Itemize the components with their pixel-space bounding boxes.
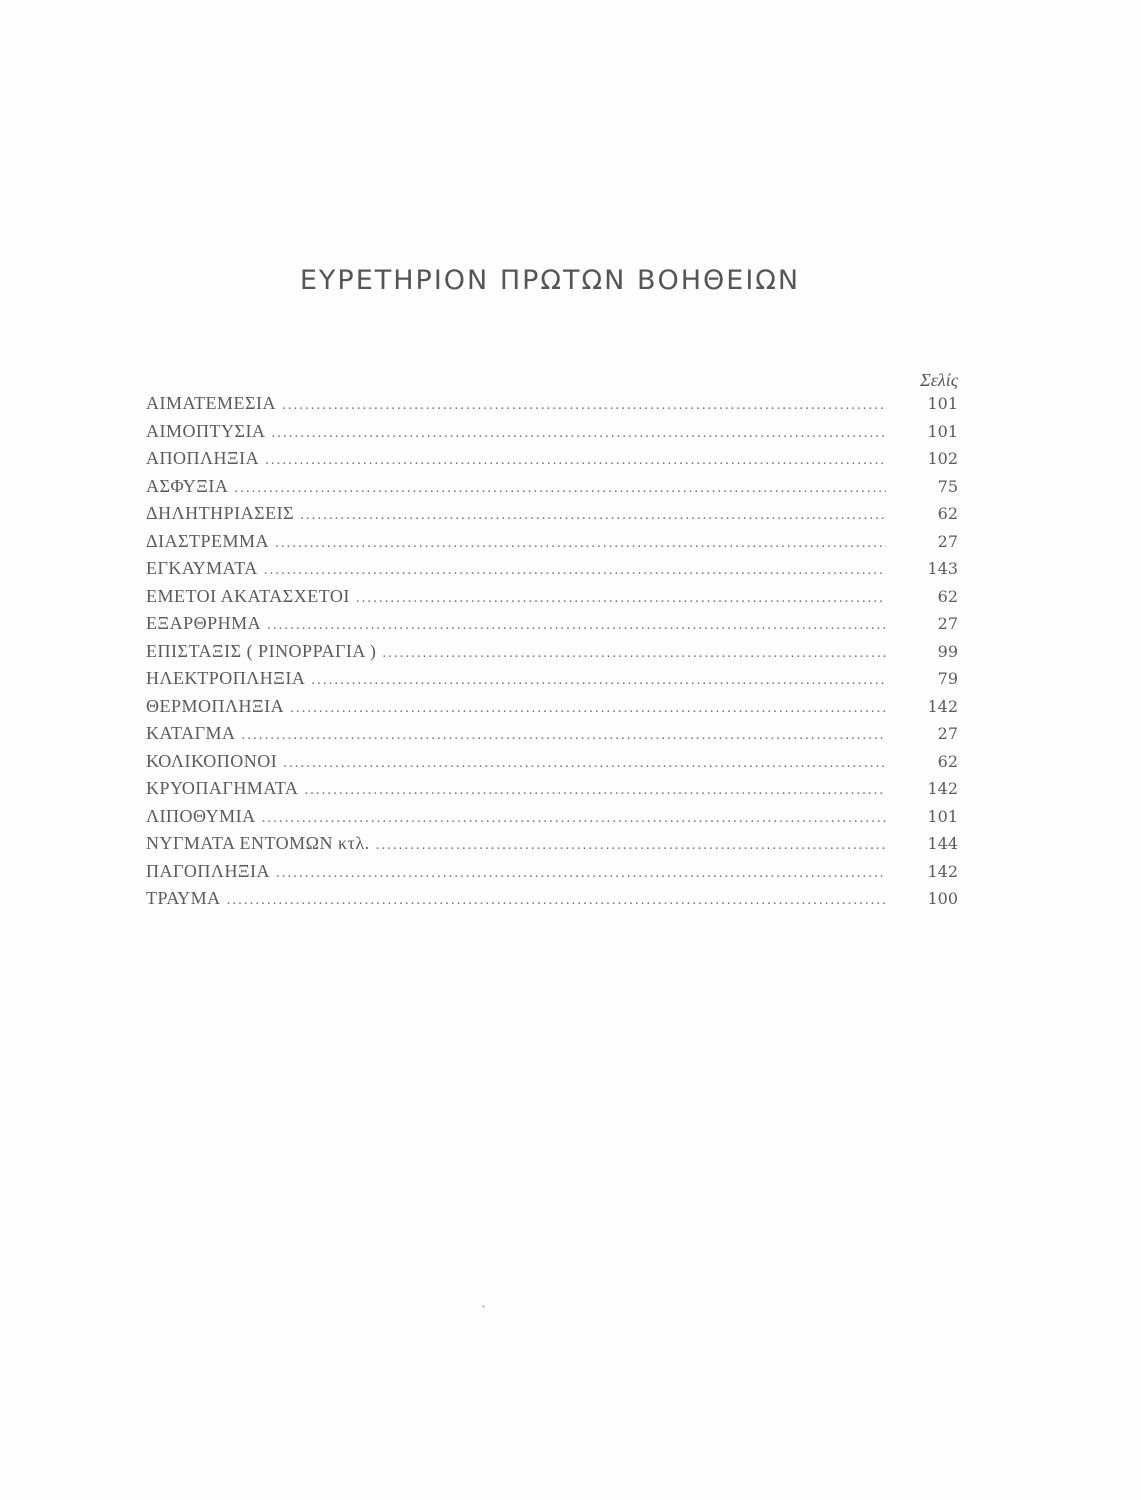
- index-entry: [146, 418, 958, 446]
- index-entry: [146, 583, 958, 611]
- index-entry-page: 62: [937, 751, 958, 771]
- index-entry-page: 102: [927, 449, 958, 468]
- index-entry-page: 142: [927, 779, 958, 798]
- index-entry-term: ΕΓΚΑΥΜΑΤΑ: [146, 558, 258, 578]
- paper-speck: [482, 1305, 485, 1308]
- dot-leader: [234, 475, 886, 503]
- index-entry-page: 79: [937, 669, 958, 688]
- index-entry-term: ΑΙΜΑΤΕΜΕΣΙΑ: [146, 393, 276, 413]
- dot-leader: [382, 640, 886, 668]
- index-entry: [146, 803, 958, 831]
- index-entry-term: ΗΛΕΚΤΡΟΠΛΗΞΙΑ: [146, 668, 306, 688]
- index-entry-term: ΔΗΛΗΤΗΡΙΑΣΕΙΣ: [146, 503, 295, 523]
- index-entry: [146, 885, 958, 913]
- index-entry-term: ΚΑΤΑΓΜΑ: [146, 723, 236, 743]
- index-entry: [146, 830, 958, 858]
- index-entry-term: ΑΣΦΥΞΙΑ: [146, 475, 229, 496]
- index-entry: [146, 555, 958, 583]
- index-entry: [146, 638, 958, 666]
- index-entry-term: ΕΞΑΡΘΡΗΜΑ: [146, 613, 262, 633]
- dot-leader: [262, 805, 886, 833]
- index-entry-term: ΕΜΕΤΟΙ ΑΚΑΤΑΣΧΕΤΟΙ: [146, 585, 350, 606]
- dot-leader: [275, 530, 886, 558]
- index-entry-page: 99: [937, 641, 958, 661]
- index-entry-term: ΑΠΟΠΛΗΞΙΑ: [146, 448, 260, 468]
- dot-leader: [271, 420, 886, 448]
- index-entry: [146, 390, 958, 418]
- index-entry-page: 101: [927, 394, 958, 413]
- dot-leader: [265, 447, 886, 475]
- index-entry-page: 62: [937, 586, 958, 606]
- index-entry-page: 142: [927, 696, 958, 716]
- index-entry: [146, 775, 958, 803]
- index-entry-page: 27: [937, 531, 958, 551]
- index-entry-term: ΚΡΥΟΠΑΓΗΜΑΤΑ: [146, 778, 299, 798]
- dot-leader: [283, 750, 886, 778]
- index-entry-term: ΑΙΜΟΠΤΥΣΙΑ: [146, 420, 266, 441]
- dot-leader: [267, 612, 886, 640]
- index-entry: [146, 693, 958, 721]
- index-entry-page: 27: [937, 724, 958, 743]
- page-title: ΕΥΡΕΤΗΡΙΟΝ ΠΡΩΤΩΝ ΒΟΗΘΕΙΩΝ: [299, 265, 801, 296]
- dot-leader: [290, 695, 886, 723]
- index-entry-term: ΕΠΙΣΤΑΞΙΣ ( ΡΙΝΟΡΡΑΓΙΑ ): [146, 640, 377, 661]
- index-entry-term: ΚΟΛΙΚΟΠΟΝΟΙ: [146, 750, 278, 771]
- index-entry-page: 27: [937, 614, 958, 633]
- index-entry-page: 101: [927, 421, 958, 441]
- index-list: [146, 370, 958, 913]
- index-entry-page: 142: [927, 861, 958, 881]
- index-entry-term: ΘΕΡΜΟΠΛΗΞΙΑ: [146, 695, 285, 716]
- dot-leader: [300, 502, 886, 530]
- index-entry: [146, 720, 958, 748]
- index-entry-term: ΛΙΠΟΘΥΜΙΑ: [146, 805, 256, 826]
- dot-leader: [282, 392, 886, 420]
- page-column-header: Σελίς: [920, 370, 958, 390]
- index-entry: [146, 473, 958, 501]
- index-entry-page: 62: [937, 504, 958, 523]
- index-rows: [146, 390, 958, 913]
- dot-leader: [356, 585, 886, 613]
- dot-leader: [376, 832, 886, 860]
- index-entry-page: 101: [927, 806, 958, 826]
- index-entry: [146, 445, 958, 473]
- dot-leader: [264, 557, 886, 585]
- index-entry-page: 75: [937, 476, 958, 496]
- index-entry-page: 144: [927, 834, 958, 853]
- index-entry-term: ΠΑΓΟΠΛΗΞΙΑ: [146, 860, 271, 881]
- index-entry-term: ΤΡΑΥΜΑ: [146, 888, 221, 908]
- dot-leader: [241, 722, 886, 750]
- index-entry-page: 100: [927, 889, 958, 908]
- index-entry-term: ΔΙΑΣΤΡΕΜΜΑ: [146, 530, 270, 551]
- index-entry: [146, 665, 958, 693]
- dot-leader: [311, 667, 886, 695]
- index-entry: [146, 610, 958, 638]
- index-entry: [146, 748, 958, 776]
- index-entry-page: 143: [927, 559, 958, 578]
- dot-leader: [227, 887, 886, 915]
- dot-leader: [304, 777, 886, 805]
- index-entry: [146, 528, 958, 556]
- dot-leader: [276, 860, 886, 888]
- index-entry-term: ΝΥΓΜΑΤΑ ΕΝΤΟΜΩΝ κτλ.: [146, 833, 370, 853]
- index-entry: [146, 858, 958, 886]
- index-entry: [146, 500, 958, 528]
